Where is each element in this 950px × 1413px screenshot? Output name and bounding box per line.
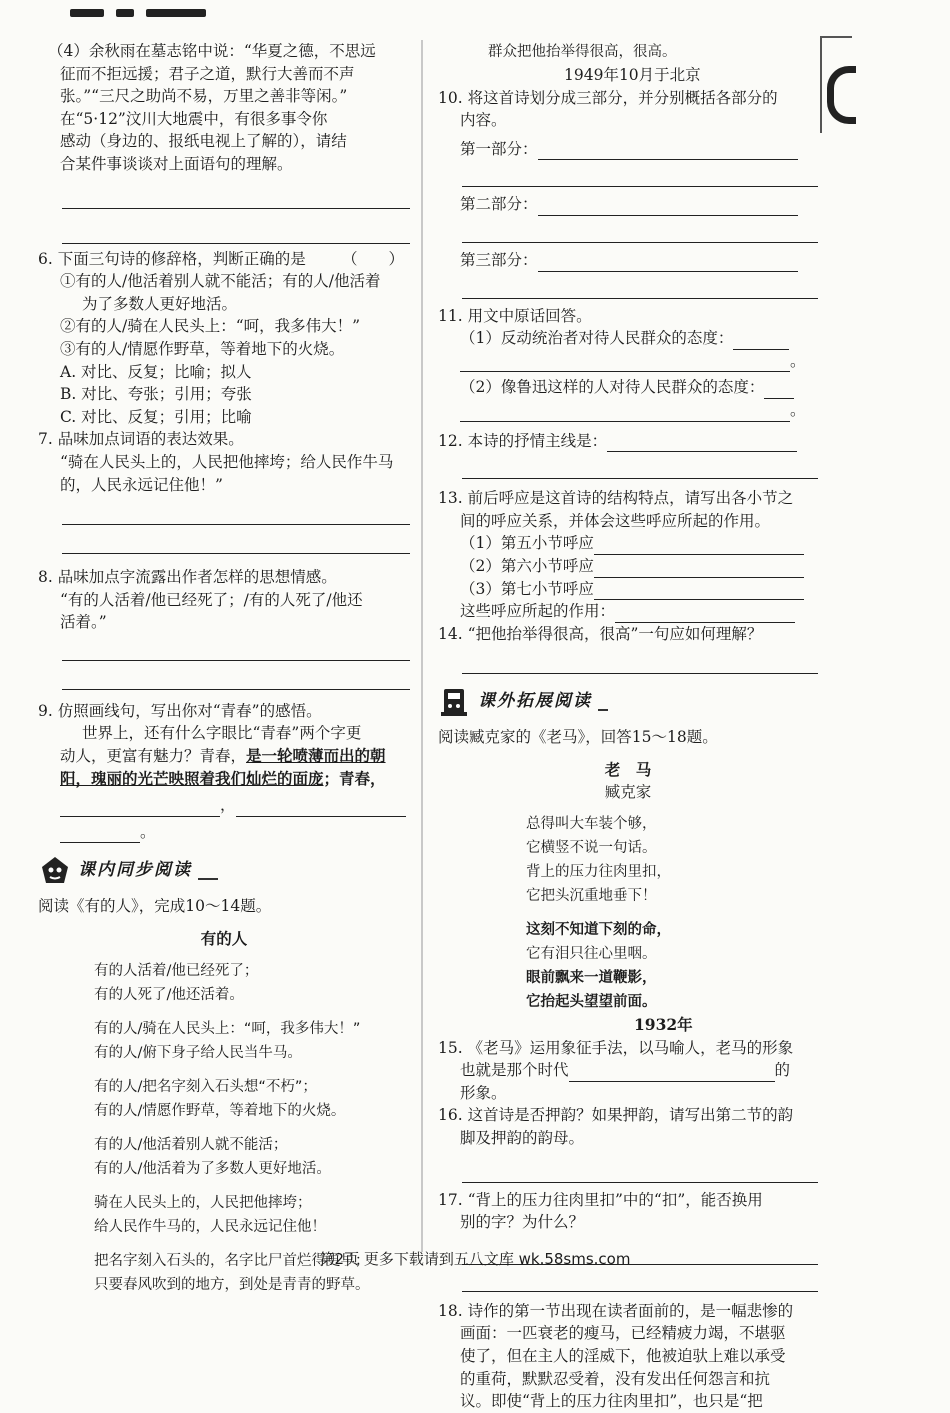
poem2-stanzas: 总得叫大车装个够， 它横竖不说一句话。 背上的压力往肉里扣， 它把头沉重地垂下！ 这刻不知道下刻的命， 它有泪只往心里咽。 眼前飘来一道鞭影， 它抬起头望望前面。 1932年 [526, 816, 693, 1035]
answer-line[interactable] [538, 199, 798, 216]
question-15: 15. 《老马》运用象征手法，以马喻人，老马的形象 也就是那个时代 的 形象。 [438, 1038, 794, 1102]
question-16: 16. 这首诗是否押韵？如果押韵，请写出第二节的韵 脚及押韵的韵母。 [438, 1104, 818, 1182]
poem2-author: 臧克家 [604, 783, 652, 802]
answer-line[interactable] [460, 405, 790, 422]
answer-line[interactable] [60, 800, 220, 817]
answer-line[interactable] [462, 1271, 818, 1292]
section-header-in-class: 课内同步阅读 [38, 849, 410, 891]
answer-line[interactable] [538, 143, 798, 160]
answer-line[interactable] [733, 333, 789, 350]
left-column [38, 40, 410, 1297]
question-5-4: （4）余秋雨在墓志铭中说：“华夏之德，不思远 征而不拒远援；君子之道，默行大善而不声 张。”“三尺之助尚不易，万里之善非等闲。” 在“5·12”汶川大地震中，有很多事令你 感动（身边的、报纸电视上了解的），请结 合某件事谈谈对上面语句的理解。 [38, 40, 410, 244]
column-divider [421, 40, 423, 1252]
page-footer: 第2页 更多下载请到五八文库 wk.58sms.com [319, 1250, 631, 1268]
right-column: 群众把他抬举得很高，很高。 1949年10月于北京 10. 将这首诗划分成三部分，并分别概括各部分的 内容。 第一部分： 第二部分： 第三部分： 11. 用文中原话回答。 （1）反动统治者对待人民群众的态度： 。 （2）像鲁迅这样的人对待人民群众的态度： 。 12. 本诗的抒情主线是： 13. 前后呼应是这首诗的结构特点，请写出各小节之 间的呼应关系，并体会这些呼应所起的作用。 （1）第五小节呼应 （2）第六小节呼应 （3）第七小节呼应 这些呼应所起的作用： 14. “把他抬举得很高，很高”一句应如何理解？ 课外拓展阅读 阅读臧克家的《老马》，回答15～18题。 老 马 臧克家 总得叫大车装个够， 它横竖不说一句话。 背上的压力往肉里扣， 它把头沉重地垂下！ 这刻不知道下刻的命， 它有泪只往心里咽。 眼前飘来一道鞭影， 它抬起头望望前面。 1932年 15. 《老马》运用象征手法，以马喻人，老马的形象 也就是那个时代 的 形象。 16. 这首诗是否押韵？如果押韵，请写出第二节的韵 脚及押韵的韵母。 17. “背上的压力往肉里扣”中的“扣”，能否换用 别的字？为什么？ 18. 诗作的第一节出现在读者面前的，是一幅悲惨的 画面：一匹衰老的瘦马，已经精疲力竭，不堪驱 使了，但在主人的淫威下，他被迫驮上难以承受 的重荷，默默忍受着，没有发出任何怨言和抗 议。即使“背上的压力往肉里扣”，也只是“把 [438, 40, 818, 1398]
answer-line[interactable] [764, 382, 794, 399]
answer-line[interactable] [62, 533, 410, 554]
section-header-extended: 课外拓展阅读 [438, 680, 818, 722]
answer-line[interactable] [62, 188, 410, 209]
question-13: 13. 前后呼应是这首诗的结构特点，请写出各小节之 间的呼应关系，并体会这些呼应所起的作用。 （1）第五小节呼应 （2）第六小节呼应 （3）第七小节呼应 这些呼应所起的作用： [438, 487, 818, 623]
answer-line[interactable] [594, 583, 804, 600]
question-18: 18. 诗作的第一节出现在读者面前的，是一幅悲惨的 画面：一匹衰老的瘦马，已经精疲力竭，不堪驱 使了，但在主人的淫威下，他被迫驮上难以承受 的重荷，默默忍受着，没有发出任何怨言和抗 议。即使“背上的压力往肉里扣”，也只是“把 [438, 1301, 794, 1411]
question-14: 14. “把他抬举得很高，很高”一句应如何理解？ [438, 623, 818, 675]
top-edge-marks [70, 2, 300, 16]
answer-line[interactable] [462, 1162, 818, 1183]
question-7: 7. 品味加点词语的表达效果。 “骑在人民头上的，人民把他摔垮；给人民作牛马 的，人民永远记住他！” [38, 428, 410, 554]
answer-line[interactable] [62, 223, 410, 244]
answer-line[interactable] [607, 435, 797, 452]
reading-intro: 阅读《有的人》，完成10～14题。 [38, 897, 272, 916]
question-8: 8. 品味加点字流露出作者怎样的思想情感。 “有的人活着/他已经死了；/有的人死了/他还 活着。” [38, 566, 410, 690]
answer-line[interactable] [538, 255, 798, 272]
answer-line[interactable] [460, 355, 790, 372]
answer-line[interactable] [462, 278, 818, 299]
answer-line[interactable] [62, 504, 410, 525]
answer-line[interactable] [462, 458, 818, 479]
answer-line[interactable] [569, 1065, 775, 1082]
answer-line[interactable] [62, 640, 410, 661]
reading-intro-2: 阅读臧克家的《老马》，回答15～18题。 [438, 728, 718, 747]
question-9: 9. 仿照画线句，写出你对“青春”的感悟。 世界上，还有什么字眼比“青春”两个字更 动人，更富有魅力？青春，是一轮喷薄而出的朝 阳，瑰丽的光芒映照着我们灿烂的面庞；青春， ， 。 [38, 700, 410, 844]
answer-line[interactable] [594, 561, 804, 578]
poem-stanzas: 有的人活着/他已经死了； 有的人死了/他还活着。 有的人/骑在人民头上：“呵，我多伟大！” 有的人/俯下身子给人民当牛马。 有的人/把名字刻入石头想“不朽”； 有的人/情愿作野草，等着地下的火烧。 有的人/他活着别人就不能活； 有的人/他活着为了多数人更好地活。 骑在人民头上的，人民把他摔垮； 给人民作牛马的，人民永远记住他！ 把名字刻入石头的，名字比尸首烂得更早； 只要春风吹到的地方，到处是青青的野草。 [94, 962, 370, 1293]
book-mascot-icon [38, 853, 72, 887]
answer-line[interactable] [462, 653, 818, 674]
answer-line[interactable] [462, 166, 818, 187]
answer-line[interactable] [236, 800, 406, 817]
answer-line[interactable] [615, 606, 795, 623]
question-12: 12. 本诗的抒情主线是： [438, 430, 818, 480]
answer-line[interactable] [62, 669, 410, 690]
question-11: 11. 用文中原话回答。 （1）反动统治者对待人民群众的态度： 。 （2）像鲁迅这样的人对待人民群众的态度： 。 [438, 305, 818, 422]
side-tab-mark [820, 36, 852, 133]
answer-line[interactable] [594, 538, 804, 555]
answer-line[interactable] [462, 222, 818, 243]
question-17: 17. “背上的压力往肉里扣”中的“扣”，能否换用 别的字？为什么？ [438, 1189, 818, 1292]
poem2-title: 老 马 [604, 759, 652, 779]
question-10: 10. 将这首诗划分成三部分，并分别概括各部分的 内容。 第一部分： 第二部分： 第三部分： [438, 87, 818, 299]
answer-paren[interactable]: （ ） [341, 249, 404, 268]
poem-title: 有的人 [200, 929, 248, 949]
question-6: 6. 下面三句诗的修辞格，判断正确的是 （ ） ①有的人/他活着别人就不能活；有的人/他活着 为了多数人更好地活。 ②有的人/骑在人民头上：“呵，我多伟大！” ③有的人/情愿作野草，等着地下的火烧。 A. 对比、反复；比喻；拟人 B. 对比、夸张；引用；夸张 C. 对比、反复；引用；比喻 [38, 249, 404, 426]
answer-line[interactable] [60, 826, 140, 843]
book-mascot-icon [438, 684, 472, 718]
